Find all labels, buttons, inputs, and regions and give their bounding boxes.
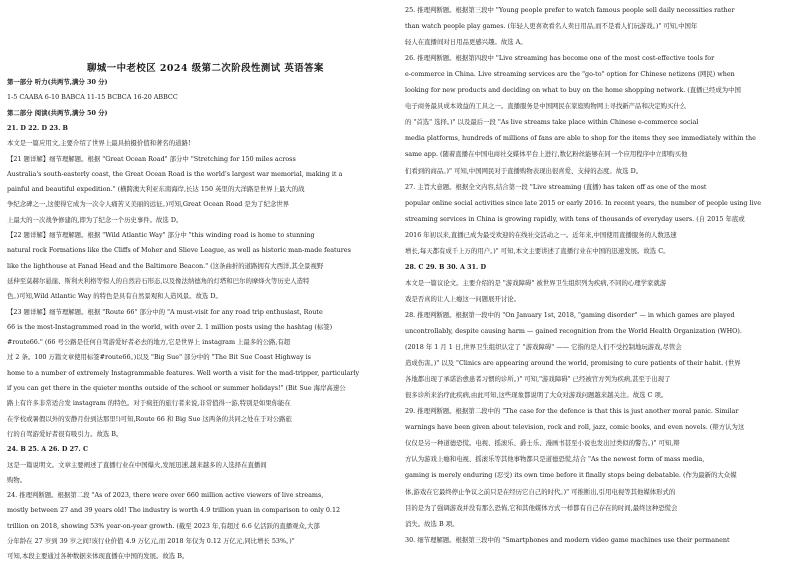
text-line: uncontrollably, despite causing harm — gained recognition from the World Health Organization (WHO). bbox=[405, 327, 742, 335]
text-line: 21. D 22. D 23. B bbox=[7, 123, 68, 132]
text-line: 各地都出现了承诺治愈患者习惯的诊所。)" 可知,"游戏障碍" 已经被官方列为疾病,甚至于出现了 bbox=[405, 375, 671, 384]
text-line: painful and beautiful expedition." (横跨澳大利亚东南海岸,长达 150 英里的大洋路是世界上最大的战 bbox=[7, 185, 305, 194]
page-title: 聊城一中老校区 2024 级第二次阶段性测试 英语答案 bbox=[87, 63, 324, 74]
text-line: 路上有许多非常适合发 instagram 的特色。对于疯狂的旅行者来说,非常值得一游,特别是如果你能在 bbox=[7, 399, 291, 408]
text-line: 们看到的商品。)" 可知,中国网民对于直播购物表现出很喜爱、支持的态度。故选 D。 bbox=[405, 166, 643, 175]
text-line: 28. C 29. B 30. A 31. D bbox=[405, 262, 487, 271]
text-line: 方认为游戏上瘾和电视、摇滚乐等其他事物都只是道德恐慌,结合 "As the newest form of mass media, bbox=[405, 455, 705, 464]
text-line: 24. 推理判断题。根据第二段 "As of 2023, there were over 660 million active viewers of live streams, bbox=[7, 491, 324, 500]
text-line: 过 2 条。100 万篇文章使用标签#route66。)以及 "Big Sue" 部分中的 "The Bit Sue Coast Highway is bbox=[7, 353, 311, 362]
text-line: 【23 题详解】细节理解题。根据 "Route 66" 部分中的 "A must-visit for any road trip enthusiast, Route bbox=[7, 307, 323, 316]
text-line: gaming is merely enduring (忍受) its own time before it finally stops being debatable. (作为最新的大众媒 bbox=[405, 471, 737, 480]
text-line: 这是一篇说明文。文章主要阐述了直播行业在中国爆火,发展迅速,越来越多的人选择在直播间 bbox=[7, 460, 267, 469]
text-line: mostly between 27 and 39 years old! The industry is worth 4.9 trillion yuan in comparison to only 0.12 bbox=[7, 506, 341, 515]
text-line: 很多诊所来治疗此疾病,由此可知,这些现象都说明了大众对游戏问题越来越关注。故选 C 项。 bbox=[405, 391, 668, 400]
text-line: than watch people play games. (年轻人更喜欢看名人卖日用品,而不是看人们玩游戏。)" 可知,中国年 bbox=[405, 22, 698, 31]
text-line: 1-5 CAABA 6-10 BABCA 11-15 BCBCA 16-20 ABBCC bbox=[7, 93, 178, 102]
text-line: 轻人在直播间对日用品更感兴趣。故选 A。 bbox=[405, 38, 527, 47]
text-line: 本文是一篇应用文,主要介绍了世界上最具拍摄价值和著名的道路! bbox=[7, 139, 191, 148]
text-line: 戏是否真的让人上瘾这一问题展开讨论。 bbox=[405, 294, 521, 303]
text-line: e-commerce in China. Live streaming services are the "go-to" option for Chinese netizens (网民) when bbox=[405, 70, 735, 79]
text-line: 27. 主旨大意题。根据全文内容,结合第一段 "Live streaming (直播) has taken off as one of the most bbox=[405, 182, 707, 191]
text-line: 2016 年初以来,直播已成为最受欢迎的在线社交活动之一。近年来,中国使用直播服务的人数迅速 bbox=[405, 230, 677, 239]
text-line: 30. 细节理解题。根据第三段中的 "Smartphones and modern video game machines use their permanent bbox=[405, 535, 730, 544]
text-line: 第一部分 听力(共两节,满分 30 分) bbox=[7, 78, 108, 86]
text-line: 【21 题详解】细节理解题。根据 "Great Ocean Road" 部分中 "Stretching for 150 miles across bbox=[7, 154, 296, 163]
text-line: popular online social activities since late 2015 or early 2016. In recent years, the number of people using live bbox=[405, 198, 762, 207]
text-line: 在学校或暑假以外的安静月份到达那里!)可知,Route 66 和 Big Sue 这两条的共同之处在于对公路旅 bbox=[7, 414, 292, 423]
text-line: 延伸至莫赫尔悬崖、斯利夫利格等惊人的自然岩石形态,以及像法纳德角的灯塔和巴尔的摩烽火等历史人造特 bbox=[7, 276, 310, 285]
text-line: home to a number of extremely Instagrammable features. Well worth a visit for the mad-tripper, particularly bbox=[7, 368, 360, 377]
text-line: streaming services in China is growing rapidly, with tens of thousands of everyday users. (自 2015 年底或 bbox=[405, 214, 745, 223]
text-line: same app. (随着直播在中国电商社交媒体平台上进行,数亿粉丝能够在同一个应用程序中立即购买他 bbox=[405, 150, 688, 159]
text-line: natural rock Formations like the Cliffs of Moher and Slieve League, as well as historic man-made features bbox=[7, 246, 351, 255]
text-line: Australia's south-easterly coast, the Great Ocean Road is the world's largest war memorial, making it a bbox=[7, 169, 343, 178]
text-line: (2018 年 1 月 1 日,世界卫生组织认定了 "游戏障碍" —— 它指的是人们不受控制地玩游戏,尽管会 bbox=[405, 343, 682, 352]
text-line: 本文是一篇议论文。主要介绍的是 "游戏障碍" 被世界卫生组织列为疾病,不同的心理学家就游 bbox=[405, 278, 667, 287]
text-line: 66 is the most-Instagrammed road in the world, with over 2. 1 million posts using the hashtag (标签) bbox=[7, 322, 333, 331]
text-line: 造成伤害。)" 以及 "Clinics are appearing around the world, promising to cure patients of their habit. (世界 bbox=[405, 359, 741, 368]
text-line: 购物。 bbox=[7, 475, 27, 484]
text-line: looking for new products and deciding on what to buy on the home shopping network. (直播已经成为中国 bbox=[405, 86, 741, 95]
text-line: media platforms, hundreds of millions of fans are able to shop for the items they see immediately within the bbox=[405, 134, 756, 143]
text-line: 增长,每天都有成千上万的用户。)" 可知,本文主要讲述了直播行业在中国的迅速发展。故选 C。 bbox=[405, 246, 670, 255]
text-line: 争纪念碑之一,这使得它成为一次令人痛苦又美丽的远征。)可知,Great Ocean Road 是为了纪念世界 bbox=[7, 200, 290, 209]
text-line: 的 "首选" 选择。)" 以及最后一段 "As live streams take place within Chinese e-commerce social bbox=[405, 118, 699, 127]
text-line: 28. 推理判断题。根据第一段中的 "On January 1st, 2018, "gaming disorder" — in which games are played bbox=[405, 310, 735, 319]
text-line: 行的自驾游爱好者很有吸引力。故选 B。 bbox=[7, 429, 123, 438]
text-line: 【22 题详解】细节理解题。根据 "Wild Atlantic Way" 部分中 "this winding road is home to stunning bbox=[7, 231, 315, 239]
text-line: 可知,本段主要通过各种数据来体现直播在中国的发展。故选 B。 bbox=[7, 552, 189, 561]
text-line: trillion on 2018, showing 53% year-on-year growth. (截至 2023 年,有超过 6.6 亿活跃的直播观众,大部 bbox=[7, 521, 320, 530]
text-line: 分年龄在 27 岁到 39 岁之间!该行业价值 4.9 万亿元,而 2018 年仅为 0.12 万亿元,同比增长 53%。)" bbox=[7, 537, 295, 545]
text-line: 色。)可知,Wild Atlantic Way 的特色是具有自然景观和人造风景。故选 D。 bbox=[7, 292, 222, 301]
text-line: 上最大的一次战争修建的,即为了纪念一个历史事件。故选 D。 bbox=[7, 215, 183, 224]
text-line: #route66." (66 号公路是任何自驾游爱好者必去的地方,它是世界上 instagram 上最多的公路,有超 bbox=[7, 338, 291, 347]
text-line: 目的是为了强调游戏并没有那么恐怖,它和其他媒体方式一样都有自己存在的时间,最终这种恐慌会 bbox=[405, 503, 678, 512]
text-line: warnings have been given about television, rock and roll, jazz, comic books, and even novels. (辩方认为这 bbox=[405, 423, 745, 432]
text-line: 电子商务最具成本效益的工具之一。直播服务是中国网民在家庭购物网上寻找新产品和决定购买什么 bbox=[405, 102, 687, 111]
text-line: 26. 推理判断题。根据第四段中 "Live streaming has become one of the most cost-effective tools for bbox=[405, 54, 715, 63]
text-line: 消失。故选 B 项。 bbox=[405, 519, 459, 528]
text-line: 第二部分 阅读(共两节,满分 50 分) bbox=[7, 108, 108, 117]
text-line: 仅仅是另一种道德恐慌。电视、摇滚乐、爵士乐、漫画书甚至小说也发出过类似的警告。)" 可知,辩 bbox=[405, 439, 680, 448]
text-line: like the lighthouse at Fanad Head and the Baltimore Beacon." (这条曲折的道路拥有大西洋,其全景视野 bbox=[7, 261, 324, 270]
text-line: 体,游戏在它最终停止争议之前只是在经历它自己的时代。)" 可推断出,引用电视等其他媒体形式的 bbox=[405, 487, 676, 496]
text-line: 24. B 25. A 26. D 27. C bbox=[7, 445, 89, 454]
text-line: 25. 推理判断题。根据第三段中 "Young people prefer to watch famous people sell daily necessities rather bbox=[405, 6, 735, 14]
text-line: if you can get there in the quieter months outside of the school or summer holidays!" (Bit Sue 海岸高速公 bbox=[7, 384, 346, 392]
text-line: 29. 推理判断题。根据第二段中的 "The case for the defence is that this is just another moral panic. Similar bbox=[405, 407, 739, 416]
